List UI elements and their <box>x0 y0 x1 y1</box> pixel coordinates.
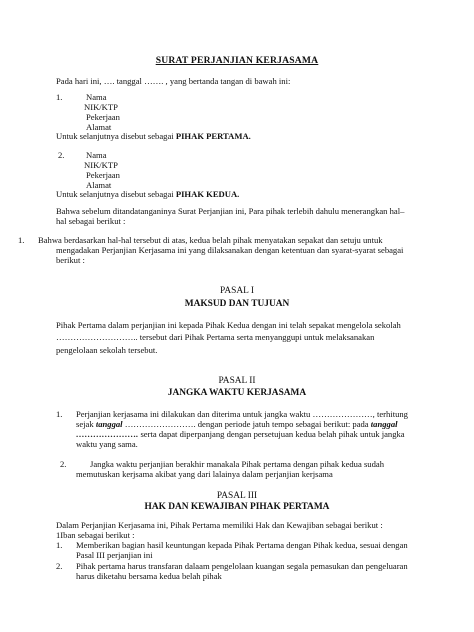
pasal-three-heading: PASAL III <box>216 491 258 501</box>
party-one-field-name: Nama <box>86 92 107 102</box>
text-run: ……………………. dengan periode jatuh tempo sebagai berikut: pada <box>122 419 371 429</box>
text-run: tanggal <box>370 419 398 429</box>
party-one-designation-prefix: Untuk selanjutnya disebut sebagai <box>56 131 174 141</box>
opening-line: Pada hari ini, …. tanggal ……. , yang bertanda tangan di bawah ini: <box>56 76 291 86</box>
party-one-designation-label: PIHAK PERTAMA. <box>175 131 251 141</box>
pasal-two-item-two-number: 2. <box>60 459 67 469</box>
preamble-line: hal sebagai berikut : <box>56 216 126 226</box>
agreement-line: Bahwa berdasarkan hal-hal tersebut di atas, kedua belah pihak menyatakan sepakat dan setuju untuk <box>38 235 383 245</box>
pasal-two-item-two-line: memutuskan kerjsama akibat yang dari lalainya dalam perjanjian kerjsama <box>76 469 333 479</box>
party-one-designation <box>56 131 251 141</box>
document-title: SURAT PERJANJIAN KERJASAMA <box>155 55 319 66</box>
pasal-three-item-one-number: 1. <box>56 540 63 550</box>
agreement-line: mengadakan Perjanjian Kerjasama ini yang dilaksanakan dengan ketentuan dan syarat-syarat sebagai <box>56 245 404 255</box>
pasal-three-intro: Dalam Perjanjian Kerjasama ini, Pihak Pertama memiliki Hak dan Kewajiban sebagai berikut : <box>56 520 383 530</box>
preamble-line: Bahwa sebelum ditandatanganinya Surat Perjanjian ini, Para pihak terlebih dahulu menerangkan hal– <box>56 206 405 216</box>
pasal-two-item-two-line: Jangka waktu perjanjian berakhir manakala Pihak pertama dengan pihak kedua sudah <box>90 459 384 469</box>
party-two-field-nik: NIK/KTP <box>84 160 118 170</box>
text-run: serta dapat diperpanjang dengan persetujuan kedua belah pihak untuk jangka <box>138 429 405 439</box>
pasal-one-line: ……………………….. tersebut dari Pihak Pertama serta menyanggupi untuk melaksanakan <box>56 332 375 342</box>
pasal-one-line: pengelolaan sekolah tersebut. <box>56 345 158 355</box>
pasal-three-subheading: HAK DAN KEWAJIBAN PIHAK PERTAMA <box>144 502 330 512</box>
pasal-one-heading: PASAL I <box>220 286 254 296</box>
party-two-field-job: Pekerjaan <box>86 170 120 180</box>
pasal-two-item-one-line <box>76 419 398 429</box>
text-run: tanggal <box>95 419 123 429</box>
pasal-two-heading: PASAL II <box>218 376 256 386</box>
party-one-field-address: Alamat <box>86 122 112 132</box>
party-one-number: 1. <box>56 92 63 102</box>
party-one-field-nik: NIK/KTP <box>84 102 118 112</box>
text-run: sejak <box>76 419 96 429</box>
party-two-field-address: Alamat <box>86 180 112 190</box>
pasal-three-item-one-line: Memberikan bagian hasil keuntungan kepada Pihak Pertama dengan Pihak kedua, sesuai dengan <box>76 540 408 550</box>
party-two-number: 2. <box>58 150 65 160</box>
pasal-two-item-one-line: waktu yang sama. <box>76 439 138 449</box>
text-run: …………………. <box>76 429 139 439</box>
pasal-three-item-two-line: harus diketahu bersama kedua belah pihak <box>76 571 222 581</box>
party-two-designation-prefix: Untuk selanjutnya disebut sebagai <box>56 189 174 199</box>
party-two-designation-label: PIHAK KEDUA. <box>175 189 240 199</box>
pasal-two-item-one-number: 1. <box>56 409 63 419</box>
pasal-three-item-two-line: Pihak pertama harus transfaran dalaam pengelolaan kuangan segala pemasukan dan pengeluaran <box>76 561 408 571</box>
pasal-one-line: Pihak Pertama dalam perjanjian ini kepada Pihak Kedua dengan ini telah sepakat mengelola sekolah <box>56 320 401 330</box>
pasal-three-item-two-number: 2. <box>56 561 63 571</box>
agreement-number: 1. <box>18 235 25 245</box>
pasal-two-item-one-line: Perjanjian kerjasama ini dilakukan dan diterima untuk jangka waktu …………………, terhitung <box>76 409 408 419</box>
pasal-three-subintro: 1Iban sebagai berikut : <box>56 530 135 540</box>
party-two-designation <box>56 189 239 199</box>
party-one-field-job: Pekerjaan <box>86 112 120 122</box>
agreement-line: berikut : <box>56 255 85 265</box>
pasal-two-subheading: JANGKA WAKTU KERJASAMA <box>167 388 307 398</box>
party-two-field-name: Nama <box>86 150 107 160</box>
pasal-one-subheading: MAKSUD DAN TUJUAN <box>184 299 290 309</box>
pasal-three-item-one-line: Pasal III perjanjian ini <box>76 550 153 560</box>
pasal-two-item-one-line <box>76 429 405 439</box>
